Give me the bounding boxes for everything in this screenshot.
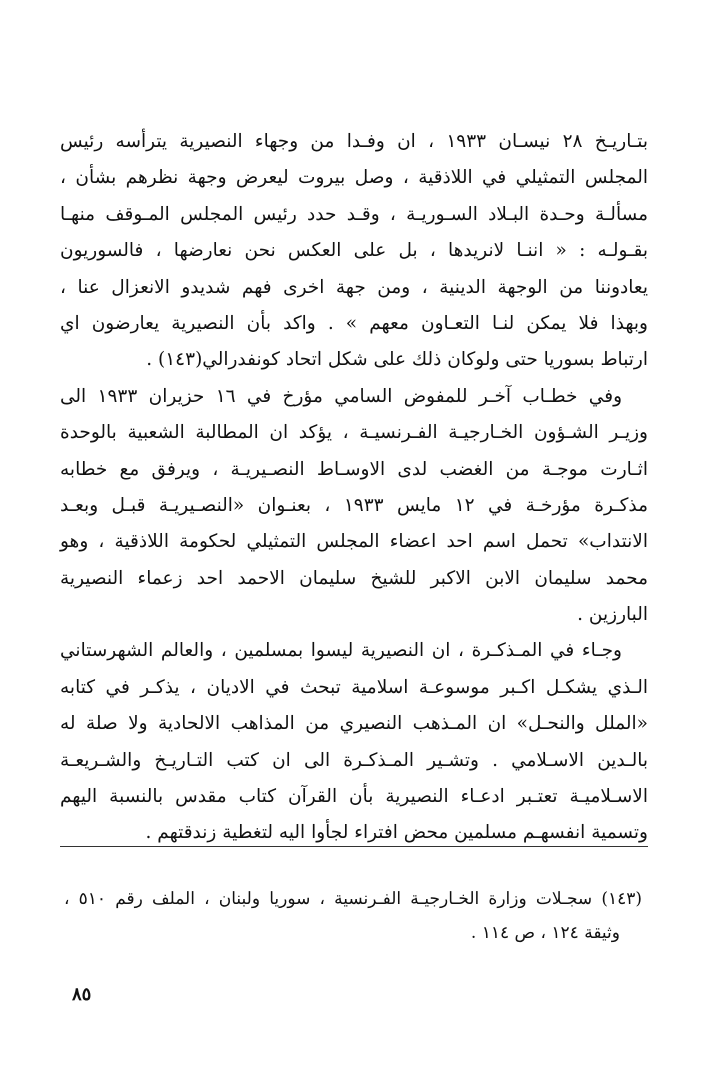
page-number: ٨٥ bbox=[72, 984, 92, 1005]
paragraph-2-line-3: اثـارت موجـة من الغضب لدى الاوسـاط النصـيريـة ، ويرفق مع خطابه bbox=[60, 458, 648, 480]
footnote-line-1: (١٤٣) سجـلات وزارة الخـارجيـة الفـرنسية ، سوريا ولبنان ، الملف رقم ٥١٠ ، bbox=[64, 889, 643, 909]
paragraph-3-line-6: وتسمية انفسهـم مسلمين محض افتراء لجأوا اليه لتغطية زندقتهم . bbox=[145, 822, 648, 844]
footnote bbox=[64, 882, 642, 950]
paragraph-1-line-1: بتـاريـخ ٢٨ نيسـان ١٩٣٣ ، ان وفـدا من وجهاء النصيرية يترأسه رئيس bbox=[60, 131, 648, 152]
paragraph-1-line-6: وبهذا فلا يمكن لنـا التعـاون معهم » . واكد بأن النصيرية يعارضون اي bbox=[60, 312, 648, 334]
paragraph-3-line-5: الاسـلاميـة تعتـبر ادعـاء النصيرية بأن القرآن كتاب مقدس بالنسبة اليهم bbox=[60, 786, 648, 808]
paragraph-1-line-3: مسألـة وحـدة البـلاد السـوريـة ، وقـد حدد رئيس المجلس المـوقف منهـا bbox=[60, 203, 648, 225]
paragraph-3-line-3: «الملل والنحـل» ان المـذهب النصيري من المذاهب الالحادية ولا صلة له bbox=[60, 713, 648, 735]
paragraph-1-line-4: بقـولـه : « اننـا لانريدها ، بل على العكس نحن نعارضها ، فالسوريون bbox=[60, 240, 648, 262]
paragraph-2-line-1: وفي خطـاب آخـر للمفوض السامي مؤرخ في ١٦ حزيران ١٩٣٣ الى bbox=[60, 385, 622, 407]
paragraph-2-line-5: الانتداب» تحمل اسم احد اعضاء المجلس التمثيلي لحكومة اللاذقية ، وهو bbox=[60, 531, 648, 553]
main-text bbox=[60, 124, 648, 852]
footnote-line-2: وثيقة ١٢٤ ، ص ١١٤ . bbox=[470, 923, 620, 943]
paragraph-3-line-2: الـذي يشكـل اكـبر موسوعـة اسلامية تبحث في الاديان ، يذكـر في كتابه bbox=[60, 676, 648, 698]
paragraph-2-line-2: وزيـر الشـؤون الخـارجيـة الفـرنسيـة ، يؤكد ان المطالبة الشعبية بالوحدة bbox=[60, 422, 648, 444]
paragraph-2-line-7: البارزين . bbox=[577, 604, 648, 626]
paragraph-2-line-4: مذكـرة مؤرخـة في ١٢ مايس ١٩٣٣ ، بعنـوان «النصـيريـة قبـل وبعـد bbox=[60, 494, 649, 516]
paragraph-1-line-2: المجلس التمثيلي في اللاذقية ، وصل بيروت ليعرض وجهة نظرهم بشأن ، bbox=[60, 167, 648, 189]
footnote-separator bbox=[60, 846, 648, 847]
paragraph-1-line-5: يعادوننا من الوجهة الدينية ، ومن جهة اخرى فهم شديدو الانعزال عنا ، bbox=[60, 276, 648, 298]
paragraph-3-line-4: بالـدين الاسـلامي . وتشـير المـذكـرة الى ان كتب التـاريـخ والشـريعـة bbox=[60, 749, 648, 771]
paragraph-2-line-6: محمد سليمان الابن الاكبر للشيخ سليمان الاحمد احد زعماء النصيرية bbox=[60, 567, 648, 589]
paragraph-1-line-7: ارتباط بسوريا حتى ولوكان ذلك على شكل اتحاد كونفدرالي(١٤٣) . bbox=[146, 349, 648, 371]
paragraph-3-line-1: وجـاء في المـذكـرة ، ان النصيرية ليسوا بمسلمين ، والعالم الشهرستاني bbox=[60, 640, 622, 662]
